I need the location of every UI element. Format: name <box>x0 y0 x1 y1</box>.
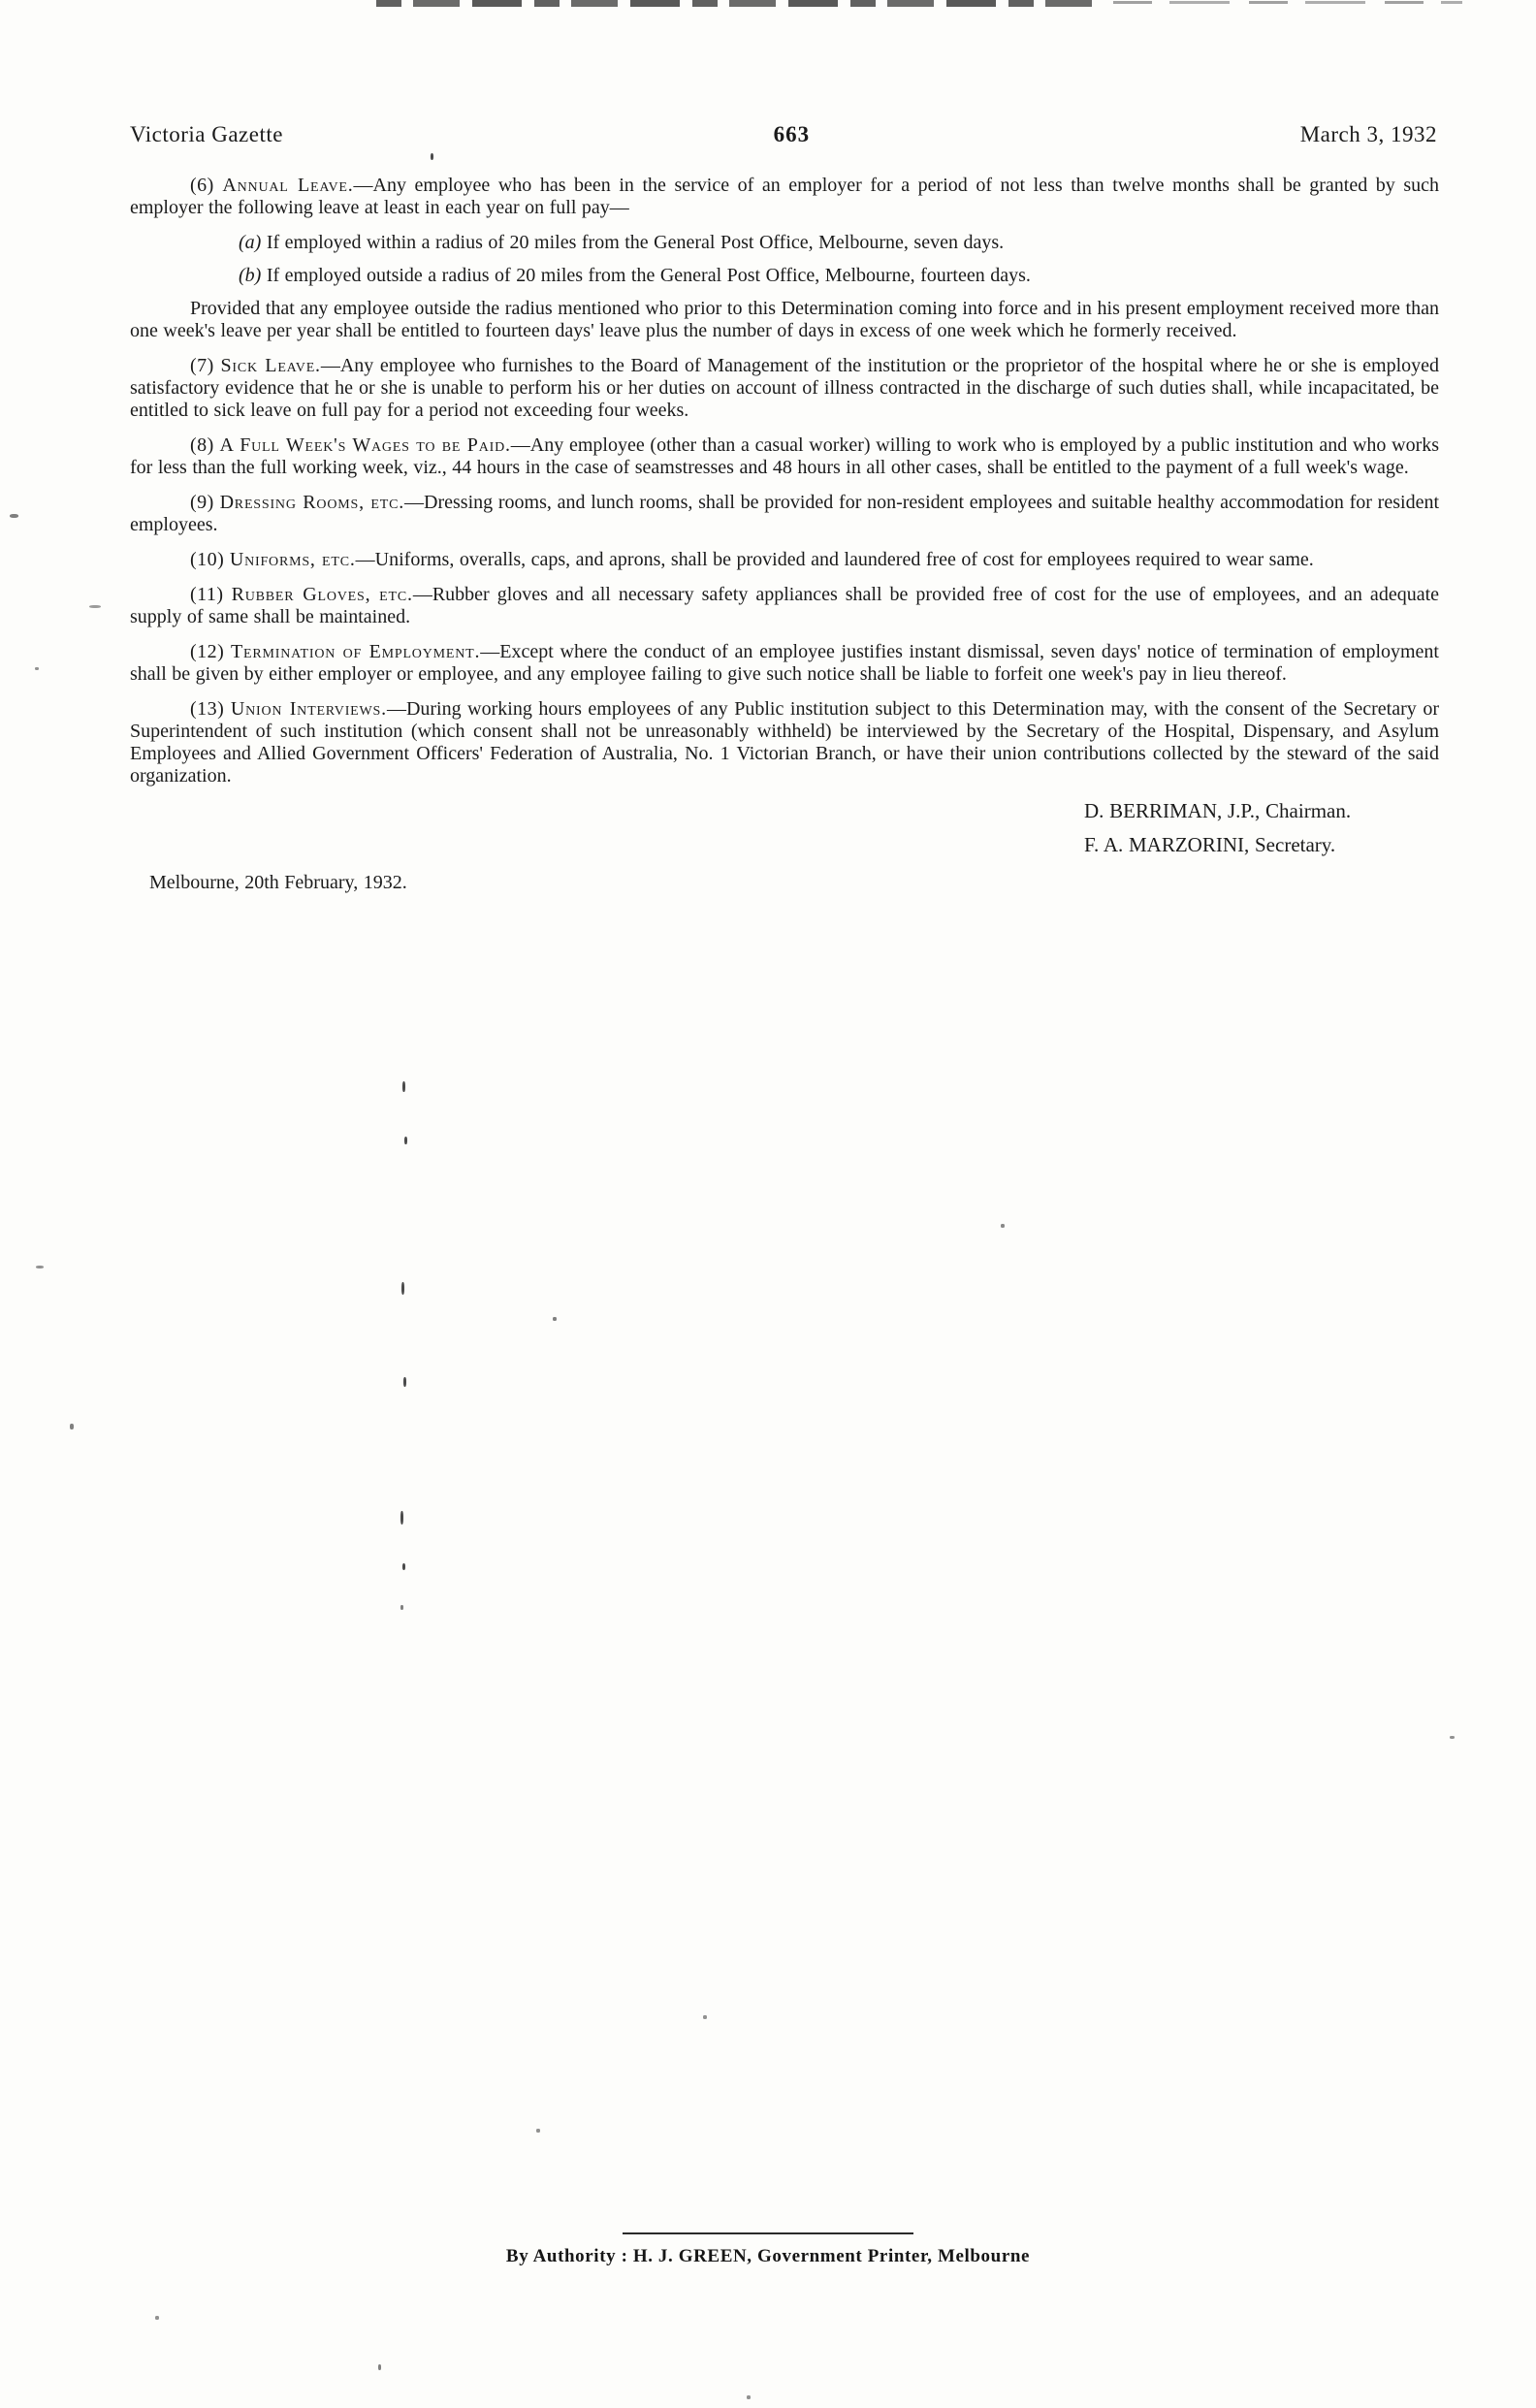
scan-speck <box>401 1282 404 1295</box>
clause-13-body: —During working hours employees of any Public institution subject to this Determination may, with the consent of the Secretary or Superintendent of such institution (which consent shall not be unreasonably withheld) be interviewed by the Secretary of the Hospital, Dispensary, and Asylum Employees and Allied Government Officers' Federation of Australia, No. 1 Victorian Branch, or have their union contributions collected by the steward of the said organization. <box>130 698 1440 787</box>
scan-speck <box>402 1563 405 1570</box>
scan-speck <box>36 1266 44 1268</box>
scan-speck <box>400 1511 403 1525</box>
scan-speck <box>402 1081 405 1092</box>
clause-12-paragraph <box>130 641 1439 686</box>
scan-speck <box>89 605 101 608</box>
clause-6-paragraph <box>130 175 1439 219</box>
clause-11-paragraph <box>130 584 1439 628</box>
page-number: 663 <box>773 122 811 146</box>
imprint-line: By Authority : H. J. GREEN, Government Printer, Melbourne <box>505 2246 1031 2266</box>
clause-10-term: Uniforms, etc. <box>229 549 356 570</box>
clause-10-body: —Uniforms, overalls, caps, and aprons, shall be provided and laundered free of cost for employees required to wear same. <box>355 549 1314 570</box>
clause-6-proviso: Provided that any employee outside the radius mentioned who prior to this Determination coming into force and in his present employment received more than one week's leave per year shall be entitled to fourteen days' leave plus the number of days in excess of one week which he formerly received. <box>130 298 1439 341</box>
scan-speck <box>403 1377 406 1387</box>
clause-11-number: (11) <box>190 584 224 605</box>
issue-date: March 3, 1932 <box>1299 122 1437 146</box>
clause-8-paragraph <box>130 434 1439 479</box>
dateline: Melbourne, 20th February, 1932. <box>149 872 407 893</box>
scan-speck <box>10 514 18 518</box>
clause-9-body: —Dressing rooms, and lunch rooms, shall be provided for non-resident employees and suitable healthy accommodation for resident employees. <box>130 492 1439 535</box>
clause-11-body: —Rubber gloves and all necessary safety appliances shall be provided free of cost for the use of employees, and an adequate supply of same shall be maintained. <box>130 584 1440 627</box>
determination-text <box>130 175 1439 914</box>
scan-speck <box>431 153 433 160</box>
clause-7-paragraph <box>130 355 1439 422</box>
clause-9-paragraph <box>130 492 1439 536</box>
clause-13-term: Union Interviews. <box>230 698 387 720</box>
signature-secretary: F. A. MARZORINI, Secretary. <box>1084 833 1336 856</box>
clause-6-subitem-b <box>239 265 1439 287</box>
scan-speck <box>404 1137 407 1144</box>
clause-12-body: —Except where the conduct of an employee justifies instant dismissal, seven days' notice of termination of employment shall be given by either employer or employee, and any employee failing to give such notice shall be liable to forfeit one week's pay in lieu thereof. <box>130 641 1439 685</box>
clause-6-number: (6) <box>190 175 214 196</box>
scan-speck <box>35 667 39 670</box>
scan-speck <box>1001 1224 1005 1228</box>
subitem-a-label: (a) <box>239 232 262 253</box>
scan-artifact-top-right <box>1113 1 1462 4</box>
clause-6-subitem-a <box>239 232 1439 254</box>
scan-speck <box>70 1424 74 1429</box>
footer-rule <box>623 2232 913 2234</box>
clause-9-term: Dressing Rooms, etc. <box>219 492 405 513</box>
scan-speck <box>378 2364 381 2370</box>
clause-12-number: (12) <box>190 641 225 662</box>
publication-title: Victoria Gazette <box>130 122 283 146</box>
page-footer <box>0 2232 1536 2267</box>
clause-10-paragraph <box>130 549 1439 571</box>
subitem-b-label: (b) <box>239 265 262 286</box>
scan-speck <box>536 2129 540 2133</box>
scan-speck <box>553 1317 557 1321</box>
clause-9-number: (9) <box>190 492 214 513</box>
clause-7-number: (7) <box>190 355 214 376</box>
clause-7-body: —Any employee who furnishes to the Board of Management of the institution or the proprietor of the hospital where he or she is employed satisfactory evidence that he or she is unable to perform his or her duties on account of illness contracted in the discharge of such duties shall, while incapacitated, be entitled to sick leave on full pay for a period not exceeding four weeks. <box>130 355 1439 421</box>
clause-8-number: (8) <box>190 434 214 456</box>
subitem-b-text: If employed outside a radius of 20 miles from the General Post Office, Melbourne, fourteen days. <box>266 265 1031 286</box>
scan-speck <box>1450 1736 1455 1739</box>
clause-10-number: (10) <box>190 549 225 570</box>
scan-artifact-top <box>376 0 1098 7</box>
clause-8-body: —Any employee (other than a casual worker) willing to work who is employed by a public institution and who works for less than the full working week, viz., 44 hours in the case of seamstresses and 48 hours in all other cases, shall be entitled to the payment of a full week's wage. <box>130 434 1440 478</box>
scan-speck <box>703 2015 707 2019</box>
scan-speck <box>155 2316 159 2320</box>
scan-speck <box>400 1605 403 1610</box>
clause-13-number: (13) <box>190 698 225 720</box>
clause-6-term: Annual Leave. <box>222 175 354 196</box>
clause-12-term: Termination of Employment. <box>231 641 481 662</box>
page-header <box>130 122 1437 147</box>
signature-chairman: D. BERRIMAN, J.P., Chairman. <box>1084 799 1352 822</box>
clause-11-term: Rubber Gloves, etc. <box>231 584 413 605</box>
clause-6-body: —Any employee who has been in the service of an employer for a period of not less than twelve months shall be granted by such employer the following leave at least in each year on full pay— <box>130 175 1440 218</box>
scan-speck <box>747 2395 751 2399</box>
signature-block <box>130 800 1439 856</box>
clause-8-term: A Full Week's Wages to be Paid. <box>219 434 511 456</box>
clause-7-term: Sick Leave. <box>220 355 321 376</box>
clause-13-paragraph <box>130 698 1439 787</box>
subitem-a-text: If employed within a radius of 20 miles from the General Post Office, Melbourne, seven days. <box>266 232 1005 253</box>
